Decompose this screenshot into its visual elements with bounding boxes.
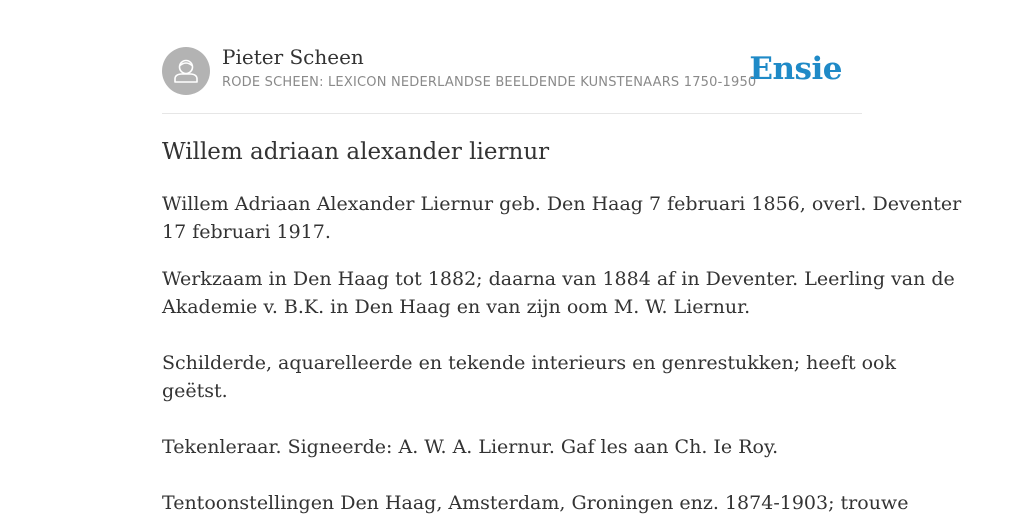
ensie-logo[interactable]: Ensie [749, 51, 842, 87]
paragraph-line: Schilderde, aquarelleerde en tekende interieurs en genrestukken; heeft ook [162, 352, 897, 374]
paragraph-line: geëtst. [162, 380, 228, 402]
author-avatar[interactable] [162, 47, 210, 95]
paragraph-gap [162, 321, 862, 349]
article-title: Willem adriaan alexander liernur [162, 139, 550, 165]
paragraph-line: Akademie v. B.K. in Den Haag en van zijn oom M. W. Liernur. [162, 296, 751, 318]
user-icon [162, 47, 210, 95]
article-body [162, 190, 962, 517]
intro-line-2: 17 februari 1917. [162, 221, 331, 243]
paragraph-gap [162, 405, 862, 433]
page [162, 0, 962, 514]
source-title[interactable]: RODE SCHEEN: LEXICON NEDERLANDSE BEELDENDE KUNSTENAARS 1750-1950 [222, 75, 757, 90]
author-name[interactable]: Pieter Scheen [222, 45, 364, 69]
paragraph-line: Tentoonstellingen Den Haag, Amsterdam, Groningen enz. 1874-1903; trouwe [162, 492, 909, 514]
paragraph-gap [162, 461, 862, 489]
intro-line-1: Willem Adriaan Alexander Liernur geb. Den Haag 7 februari 1856, overl. Deventer [162, 193, 962, 215]
article-header [162, 0, 862, 114]
paragraph-line: Tekenleraar. Signeerde: A. W. A. Liernur. Gaf les aan Ch. Ie Roy. [162, 436, 779, 458]
paragraph-line: Werkzaam in Den Haag tot 1882; daarna van 1884 af in Deventer. Leerling van de [162, 268, 955, 290]
